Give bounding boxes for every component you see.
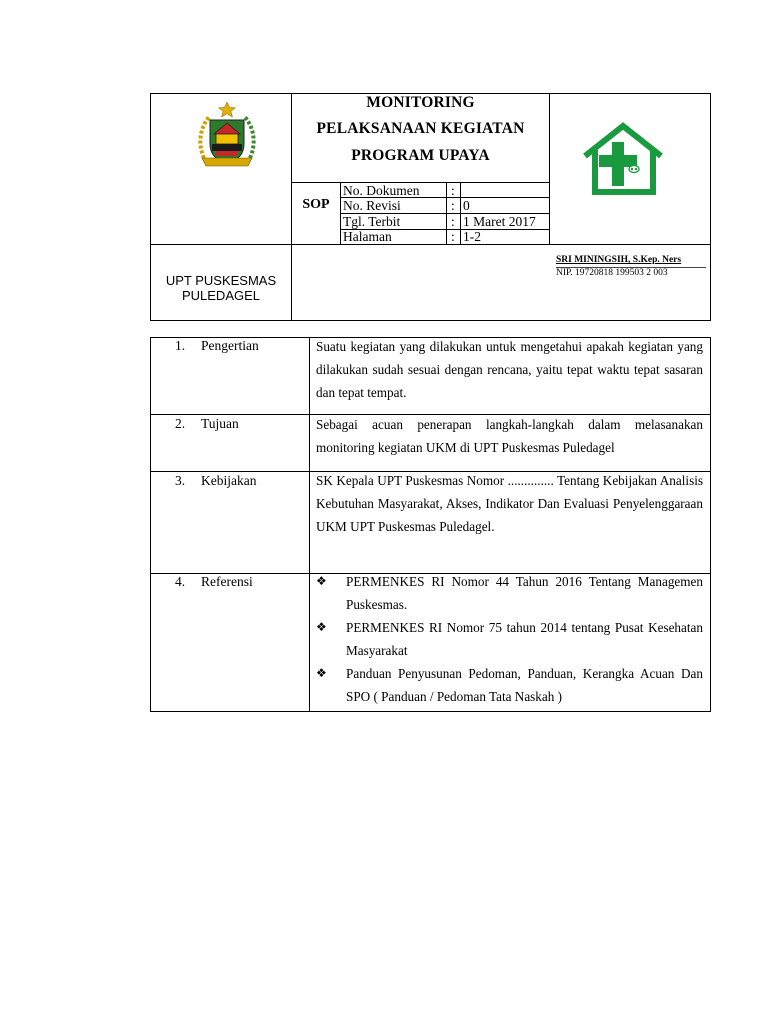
diamond-bullet-icon: ❖ (316, 666, 327, 680)
row-label-referensi (175, 574, 253, 590)
reference-text: PERMENKES RI Nomor 44 Tahun 2016 Tentang Managemen Puskesmas. (346, 574, 703, 612)
meta-value-page: 1-2 (463, 229, 481, 244)
regional-emblem-logo (196, 100, 258, 170)
meta-separator: : (451, 214, 455, 229)
content-column-divider (309, 337, 310, 712)
row-number: 4. (175, 574, 186, 589)
meta-separator: : (451, 183, 455, 198)
title-meta-divider (292, 182, 549, 183)
row-title: Referensi (201, 574, 253, 589)
header-divider-right (549, 93, 550, 244)
diamond-bullet-icon: ❖ (316, 574, 327, 588)
meta-label-issue-date: Tgl. Terbit (343, 214, 401, 229)
meta-value-revision: 0 (463, 198, 470, 213)
signatory-name: SRI MININGSIH, S.Kep. Ners (556, 255, 682, 265)
row-label-tujuan (175, 416, 239, 432)
meta-label-revision: No. Revisi (343, 198, 401, 213)
header-bottom-divider (150, 244, 711, 245)
reference-item (316, 662, 703, 708)
title-line-2: PELAKSANAAN KEGIATAN (316, 120, 525, 137)
reference-text: PERMENKES RI Nomor 75 tahun 2014 tentang Pusat Kesehatan Masyarakat (346, 620, 703, 658)
meta-label-page: Halaman (343, 229, 392, 244)
tujuan-text: Sebagai acuan penerapan langkah-langkah dalam melasanakan monitoring kegiatan UKM di UPT Puskesmas Puledagel (316, 417, 703, 455)
title-line-3: PROGRAM UPAYA (351, 147, 490, 164)
unit-name-line-2: PULEDAGEL (181, 288, 261, 303)
signatory-nip: NIP. 19720818 199503 2 003 (556, 268, 668, 278)
row-label-pengertian (175, 338, 259, 354)
reference-text: Panduan Penyusunan Pedoman, Panduan, Kerangka Acuan Dan SPO ( Panduan / Pedoman Tata Naskah ) (346, 666, 703, 704)
row-title: Kebijakan (201, 473, 257, 488)
meta-separator: : (451, 229, 455, 244)
row-title: Tujuan (201, 416, 239, 431)
pengertian-text: Suatu kegiatan yang dilakukan untuk mengetahui apakah kegiatan yang dilakukan sudah sesuai dengan rencana, yaitu tepat waktu tepat sasaran dan tepat tempat. (316, 339, 703, 400)
row-title: Pengertian (201, 338, 259, 353)
meta-value-issue-date: 1 Maret 2017 (463, 214, 536, 229)
reference-item (316, 616, 703, 662)
diamond-bullet-icon: ❖ (316, 620, 327, 634)
row-number: 2. (175, 416, 186, 431)
row-number: 1. (175, 338, 186, 353)
row-label-kebijakan (175, 473, 256, 489)
puskesmas-logo (573, 118, 677, 200)
sop-label: SOP (302, 197, 330, 212)
meta-separator: : (451, 198, 455, 213)
reference-item (316, 570, 703, 616)
title-line-1: MONITORING (366, 94, 475, 111)
kebijakan-text: SK Kepala UPT Puskesmas Nomor .............. Tentang Kebijakan Analisis Kebutuhan Masyarakat, Akses, Indikator Dan Evaluasi Penyelenggaraan UKM UPT Puskesmas Puledagel. (316, 473, 703, 534)
row-number: 3. (175, 473, 186, 488)
meta-label-document-no: No. Dokumen (343, 183, 420, 198)
unit-name-line-1: UPT PUSKESMAS (165, 273, 277, 288)
